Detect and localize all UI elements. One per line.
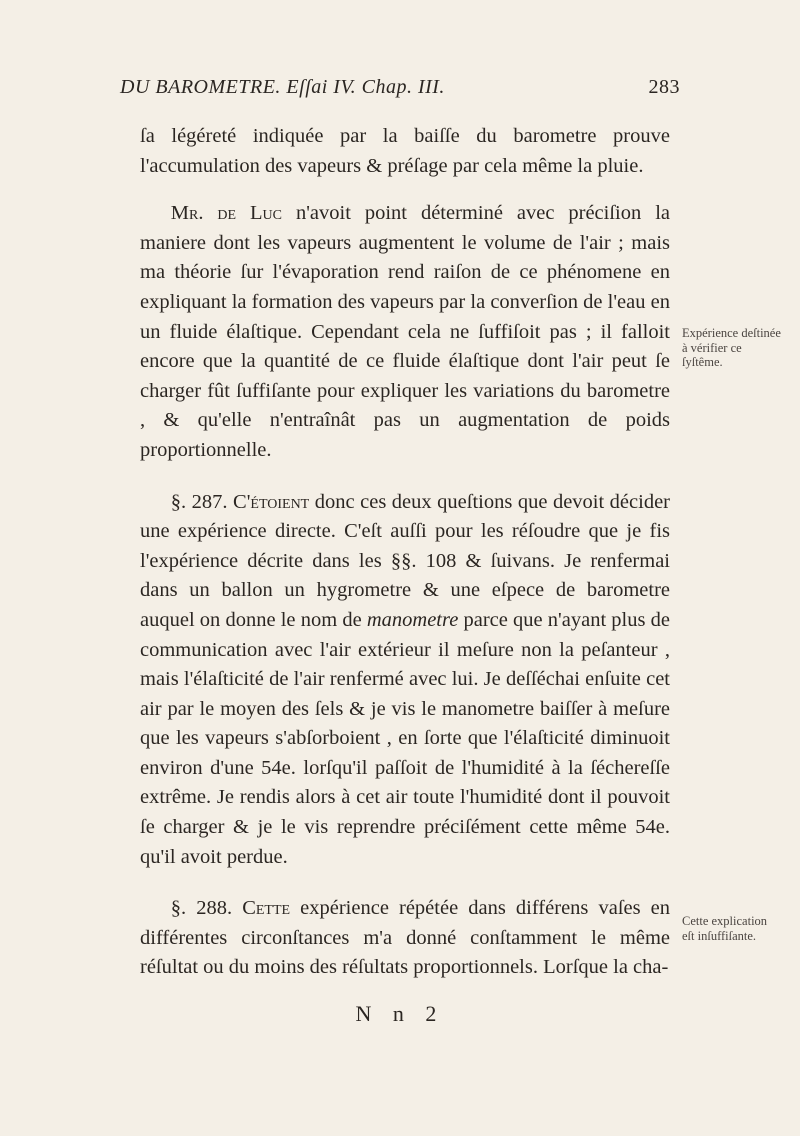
body-text	[140, 122, 670, 983]
margin-note-explanation: Cette explication eſt inſuffiſante.	[682, 914, 768, 943]
paragraph-287-text: donc ces deux queſtions que devoit décider une expérience directe. C'eſt auſſi pour les réſoudre que je fis l'expérience décrite dans les §§. 108 & ſuivans. Je renfermai dans un ballon un hygrometre & une eſpece de barometre auquel on donne le nom de	[140, 490, 671, 631]
manometre-term: manometre	[366, 608, 459, 631]
page-number: 283	[648, 76, 680, 98]
paragraph-2-text: n'avoit point déterminé avec préciſion la maniere dont les vapeurs augmentent le volume de l'air ; mais ma théorie ſur l'évaporation rend raiſon de ce phénomene en expliquant la formation des vapeurs par la converſion de l'eau en un fluide élaſtique. Cependant cela ne ſuffiſoit pas ; il falloit encore que la quantité de ce fluide élaſtique dont l'air peut ſe charger fût ſuffiſante pour expliquer les variations du barometre , & qu'elle n'entraînât pas un augmentation de poids proportionnelle.	[140, 202, 670, 461]
header-title: DU BAROMETRE. Eſſai IV. Chap. III.	[120, 76, 445, 98]
signature-mark: N n 2	[355, 1001, 445, 1026]
paragraph-288	[140, 894, 670, 983]
paragraph-287-tail: parce que n'ayant plus de communication avec l'air extérieur il meſure non la peſanteur , mais l'élaſticité de l'air renfermé avec lui. Je deſſéchai enſuite cet air par le moyen des ſels & je vis le manometre baiſſer à meſure que les vapeurs s'abſorboient , en ſorte que l'élaſticité diminuoit environ d'une 54e. lorſqu'il paſſoit de l'humidité à la ſéchereſſe extrême. Je rendis alors à cet air toute l'humidité dont il pouvoit ſe charger & je le vis reprendre préciſément cette même 54e. qu'il avoit perdue.	[140, 608, 670, 868]
margin-note-experience: Expérience deſtinée à vérifier ce ſyſtême.	[682, 326, 781, 369]
section-number-288: §. 288.	[170, 897, 233, 920]
running-header	[120, 76, 680, 106]
paragraph-2-lead: Mr. de Luc	[170, 202, 282, 225]
paragraph-287	[140, 488, 670, 873]
paragraph-1: ſa légéreté indiquée par la baiſſe du barometre prouve l'accumulation des vapeurs & préſage par cela même la pluie.	[140, 125, 670, 177]
paragraph-287-lead: C'étoient	[233, 490, 310, 513]
paragraph-288-text: expérience répétée dans différens vaſes en différentes circonſtances m'a donné conſtamment le même réſultat ou du moins des réſultats proportionnels. Lorſque la cha-	[140, 897, 671, 979]
section-number-287: §. 287.	[170, 490, 228, 513]
paragraph-2	[140, 199, 670, 465]
paragraph-288-lead: Cette	[242, 897, 291, 920]
